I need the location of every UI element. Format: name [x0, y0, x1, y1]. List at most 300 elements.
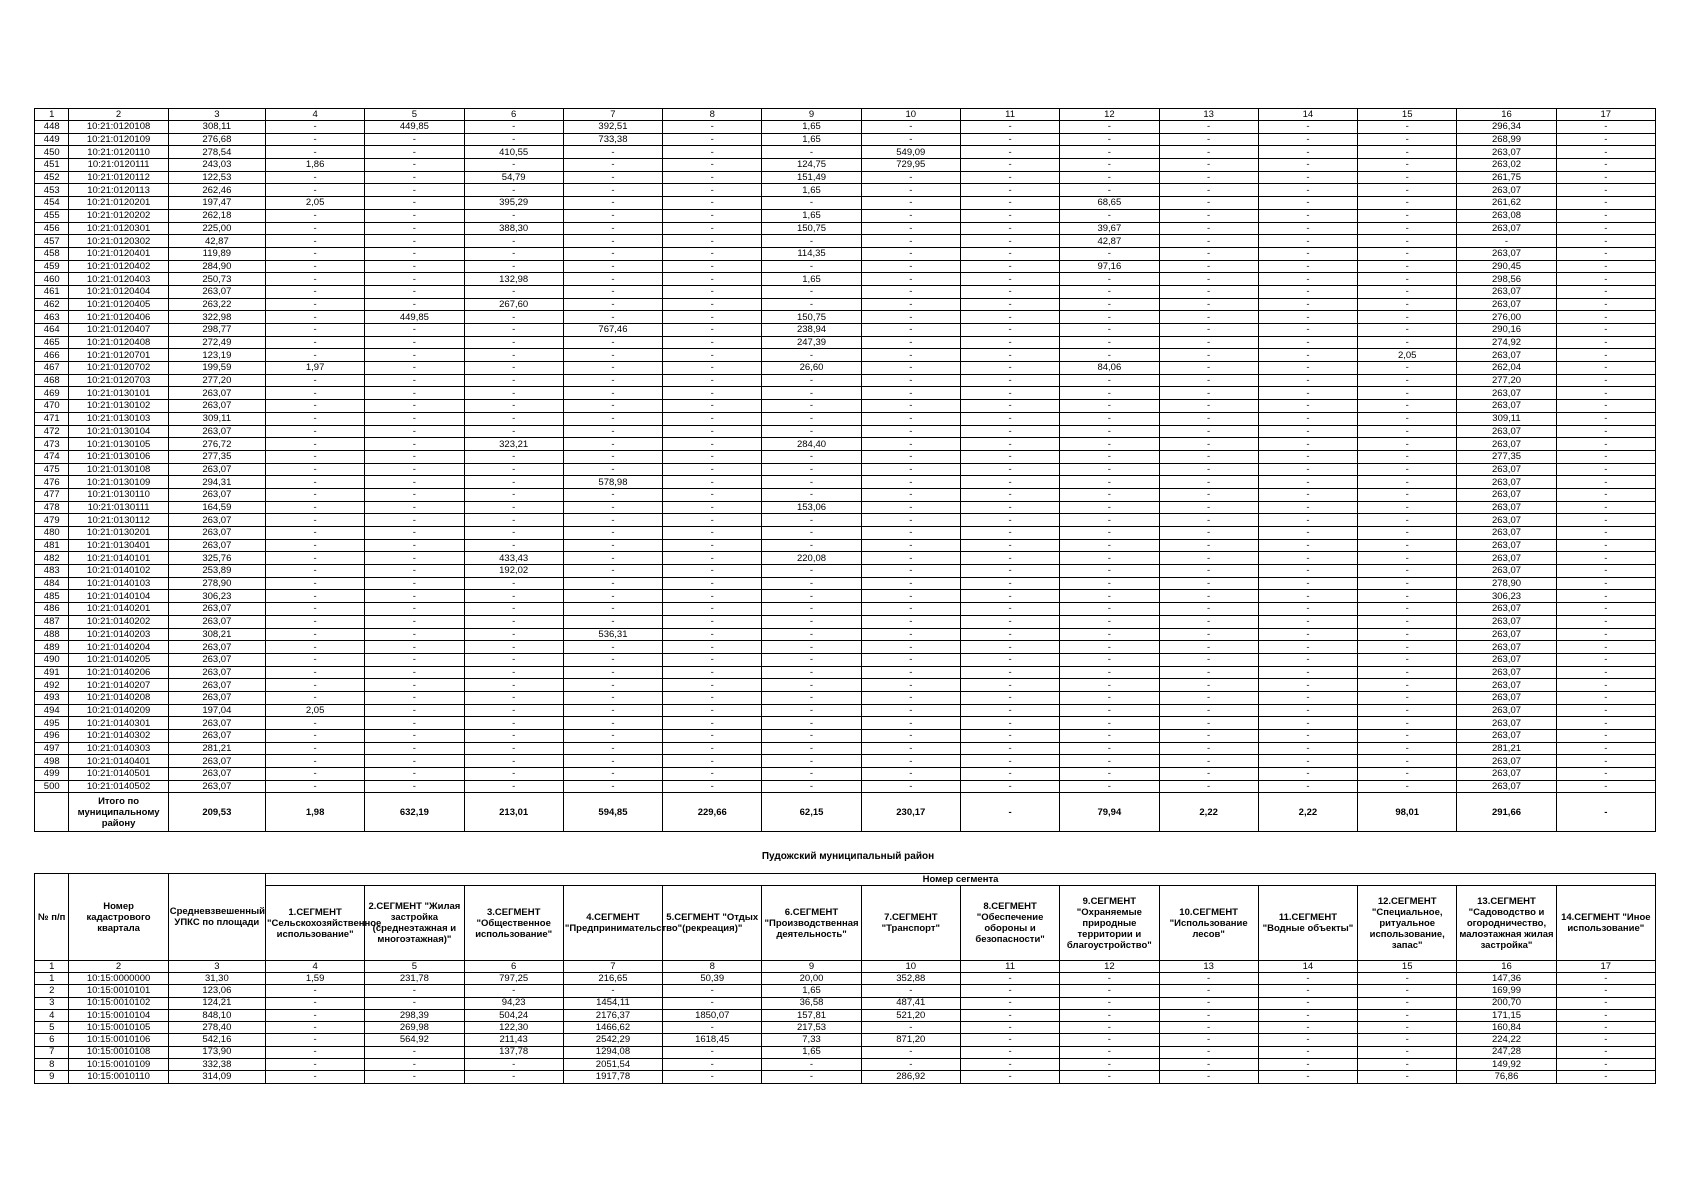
table-cell: - — [1060, 336, 1159, 349]
table-row — [35, 501, 1656, 514]
table-cell: - — [1258, 527, 1357, 540]
table-cell: - — [265, 985, 364, 997]
table-cell: - — [1358, 679, 1457, 692]
table-cell: - — [663, 1059, 762, 1071]
table-cell: 76,86 — [1457, 1071, 1556, 1083]
table-cell: 471 — [35, 412, 69, 425]
table-row — [35, 285, 1656, 298]
table-cell: 10:21:0130106 — [69, 450, 168, 463]
table-cell: 388,30 — [464, 222, 563, 235]
table-cell: - — [1556, 628, 1655, 641]
table-cell: - — [563, 349, 662, 362]
table-cell: 6 — [35, 1034, 69, 1046]
table-cell: - — [1060, 184, 1159, 197]
table-row — [35, 755, 1656, 768]
table-cell: - — [663, 780, 762, 793]
segment-header: 5.СЕГМЕНТ "Отдых (рекреация)" — [663, 886, 762, 961]
table-cell: - — [1060, 628, 1159, 641]
table-cell: 1850,07 — [663, 1009, 762, 1021]
table-cell: - — [265, 1009, 364, 1021]
table-cell: 263,07 — [1457, 387, 1556, 400]
table-cell: - — [1159, 374, 1258, 387]
table-cell: - — [861, 577, 960, 590]
table-cell: - — [1060, 412, 1159, 425]
table-cell: - — [1060, 679, 1159, 692]
table-cell: - — [663, 666, 762, 679]
table-cell: - — [1258, 1059, 1357, 1071]
table-cell: - — [265, 755, 364, 768]
table-cell: - — [563, 641, 662, 654]
table-cell: - — [563, 146, 662, 159]
table-cell: - — [1556, 425, 1655, 438]
table-cell: - — [1159, 324, 1258, 337]
table-cell: - — [663, 298, 762, 311]
table-cell: 220,08 — [762, 552, 861, 565]
table-cell: - — [464, 691, 563, 704]
table-row — [35, 159, 1656, 172]
table-cell: - — [265, 552, 364, 565]
table-cell: 1454,11 — [563, 997, 662, 1009]
column-number: 7 — [563, 961, 662, 973]
table-cell: - — [1358, 159, 1457, 172]
segment-header: 1.СЕГМЕНТ "Сельскохозяйственное использование" — [265, 886, 364, 961]
table-cell: - — [1556, 298, 1655, 311]
table-cell: - — [663, 742, 762, 755]
table-cell: - — [762, 780, 861, 793]
table-cell: - — [1060, 603, 1159, 616]
table-row — [35, 717, 1656, 730]
table-row — [35, 615, 1656, 628]
table-cell: - — [1258, 603, 1357, 616]
table-cell: 1,65 — [762, 1046, 861, 1058]
table-cell: - — [464, 425, 563, 438]
table-cell: - — [861, 298, 960, 311]
table-cell: - — [1060, 691, 1159, 704]
total-label: Итого по муниципальному району — [69, 793, 168, 832]
table-cell: - — [1060, 666, 1159, 679]
table-cell: 10:21:0140101 — [69, 552, 168, 565]
table-cell: 451 — [35, 159, 69, 172]
table-cell: - — [464, 768, 563, 781]
table-cell: - — [1060, 997, 1159, 1009]
table-cell: - — [365, 197, 464, 210]
table-cell: - — [1556, 273, 1655, 286]
table-cell: - — [563, 425, 662, 438]
table-cell: - — [1556, 742, 1655, 755]
table-cell: 31,30 — [168, 973, 265, 985]
table-cell: - — [1358, 1009, 1457, 1021]
table-cell: 10:21:0120703 — [69, 374, 168, 387]
table-row — [35, 730, 1656, 743]
table-cell: - — [762, 691, 861, 704]
table-cell: - — [1258, 349, 1357, 362]
table-row — [35, 146, 1656, 159]
table-cell: - — [663, 768, 762, 781]
table-cell: 276,00 — [1457, 311, 1556, 324]
table-cell: - — [1556, 590, 1655, 603]
table-cell: 132,98 — [464, 273, 563, 286]
table-cell: - — [563, 590, 662, 603]
table-cell: - — [762, 577, 861, 590]
table-cell: - — [861, 235, 960, 248]
table-cell: - — [365, 438, 464, 451]
table-cell: - — [960, 552, 1059, 565]
table-cell: - — [960, 1059, 1059, 1071]
table-cell: 10:21:0120407 — [69, 324, 168, 337]
table-row — [35, 666, 1656, 679]
table-cell: - — [1159, 235, 1258, 248]
table-cell: - — [1556, 324, 1655, 337]
table-cell: 263,07 — [1457, 755, 1556, 768]
table-cell: - — [1159, 666, 1258, 679]
table-cell: 263,07 — [168, 603, 265, 616]
table-cell: - — [265, 171, 364, 184]
table-cell: - — [1060, 527, 1159, 540]
table-cell: - — [365, 209, 464, 222]
table-cell: - — [762, 730, 861, 743]
table-cell: 472 — [35, 425, 69, 438]
table-cell: 457 — [35, 235, 69, 248]
table-cell: 2051,54 — [563, 1059, 662, 1071]
column-number: 13 — [1159, 961, 1258, 973]
table-cell: - — [1159, 171, 1258, 184]
table-cell: - — [1358, 755, 1457, 768]
table-cell: - — [960, 387, 1059, 400]
total-value: 2,22 — [1258, 793, 1357, 832]
table-row — [35, 1059, 1656, 1071]
table-cell: - — [960, 209, 1059, 222]
table-cell: 10:21:0140202 — [69, 615, 168, 628]
table-cell: - — [663, 285, 762, 298]
table-cell: - — [464, 615, 563, 628]
table-cell: - — [861, 539, 960, 552]
table-cell: - — [1556, 679, 1655, 692]
table-cell: - — [1457, 235, 1556, 248]
table-cell: - — [265, 742, 364, 755]
table-cell: - — [1060, 146, 1159, 159]
table-cell: - — [663, 324, 762, 337]
table-cell: - — [1556, 552, 1655, 565]
table-cell: 263,07 — [168, 400, 265, 413]
table-cell: - — [1159, 362, 1258, 375]
table-cell: - — [861, 438, 960, 451]
table-cell: 10:21:0120109 — [69, 133, 168, 146]
table-cell: - — [265, 209, 364, 222]
table-cell: - — [1358, 146, 1457, 159]
table-cell: - — [1159, 197, 1258, 210]
table-cell: - — [464, 311, 563, 324]
table-cell: - — [663, 450, 762, 463]
table-cell: 263,07 — [168, 488, 265, 501]
table-cell: - — [762, 590, 861, 603]
table-cell: - — [960, 133, 1059, 146]
table-cell: 263,07 — [168, 514, 265, 527]
table-cell: 263,07 — [1457, 641, 1556, 654]
table-cell: 263,07 — [1457, 400, 1556, 413]
table-cell: - — [464, 717, 563, 730]
table-cell: 10:21:0140401 — [69, 755, 168, 768]
table-cell: - — [1358, 628, 1457, 641]
table-cell: - — [1358, 298, 1457, 311]
table-cell: 263,07 — [1457, 768, 1556, 781]
table-cell: 261,75 — [1457, 171, 1556, 184]
table-cell: - — [365, 260, 464, 273]
table-cell: - — [1258, 425, 1357, 438]
table-cell: - — [1556, 247, 1655, 260]
table-cell: - — [663, 704, 762, 717]
table-cell: 54,79 — [464, 171, 563, 184]
table-cell: - — [663, 412, 762, 425]
table-cell: - — [365, 780, 464, 793]
table-cell: - — [464, 653, 563, 666]
table-cell: 10:21:0140206 — [69, 666, 168, 679]
table-cell: - — [563, 717, 662, 730]
table-row — [35, 438, 1656, 451]
table-cell: - — [1159, 615, 1258, 628]
table-cell: 10:21:0120402 — [69, 260, 168, 273]
table-cell: 263,07 — [1457, 666, 1556, 679]
table-cell: - — [1358, 273, 1457, 286]
table-cell: - — [1258, 387, 1357, 400]
table-cell: - — [1258, 730, 1357, 743]
table-cell: - — [1060, 349, 1159, 362]
table-cell: - — [1159, 997, 1258, 1009]
table-cell: 298,77 — [168, 324, 265, 337]
table-cell: - — [762, 603, 861, 616]
table-cell: 10:21:0120404 — [69, 285, 168, 298]
table-cell: - — [1358, 260, 1457, 273]
table-cell: - — [1159, 222, 1258, 235]
table-cell: - — [861, 603, 960, 616]
table-cell: 487 — [35, 615, 69, 628]
table-cell: 1294,08 — [563, 1046, 662, 1058]
table-cell: - — [861, 476, 960, 489]
table-cell: - — [1159, 603, 1258, 616]
table-cell: - — [1556, 260, 1655, 273]
table-cell: 10:21:0120302 — [69, 235, 168, 248]
table-row — [35, 603, 1656, 616]
table-row — [35, 298, 1656, 311]
table-cell: - — [365, 159, 464, 172]
table-cell: - — [365, 400, 464, 413]
table-cell: - — [1358, 197, 1457, 210]
table-cell: 197,04 — [168, 704, 265, 717]
table-cell: - — [861, 717, 960, 730]
table-cell: - — [1258, 1071, 1357, 1083]
table-cell: 276,68 — [168, 133, 265, 146]
table-cell: - — [762, 641, 861, 654]
table-cell: - — [1258, 184, 1357, 197]
table-cell: - — [960, 666, 1059, 679]
table-cell: - — [1159, 755, 1258, 768]
table-cell: - — [960, 628, 1059, 641]
table-cell: - — [365, 425, 464, 438]
table-cell: - — [265, 260, 364, 273]
table-cell: 2,05 — [265, 197, 364, 210]
table-cell: 247,39 — [762, 336, 861, 349]
table-cell: - — [1159, 691, 1258, 704]
table-cell: 10:21:0140303 — [69, 742, 168, 755]
table-cell: - — [861, 615, 960, 628]
table-cell: - — [960, 412, 1059, 425]
table-cell: - — [265, 691, 364, 704]
table-cell: - — [1358, 1022, 1457, 1034]
cadastral-table-top — [34, 108, 1656, 832]
total-value: 79,94 — [1060, 793, 1159, 832]
table-cell: 263,07 — [168, 768, 265, 781]
table-cell: - — [960, 985, 1059, 997]
table-cell: - — [1556, 653, 1655, 666]
header-cell: № п/п — [35, 874, 69, 961]
table-cell: - — [1556, 387, 1655, 400]
table-cell: - — [960, 488, 1059, 501]
table-cell: - — [464, 501, 563, 514]
table-cell: - — [663, 653, 762, 666]
table-cell: - — [663, 463, 762, 476]
table-cell: 290,16 — [1457, 324, 1556, 337]
table-cell: - — [365, 641, 464, 654]
table-cell: - — [563, 374, 662, 387]
table-cell: 10:21:0120110 — [69, 146, 168, 159]
table-cell: 3 — [35, 997, 69, 1009]
table-cell: 267,60 — [464, 298, 563, 311]
table-cell: 20,00 — [762, 973, 861, 985]
table-cell: - — [464, 514, 563, 527]
header-cell: Средневзвешенный УПКС по площади — [168, 874, 265, 961]
table-cell: 8 — [35, 1059, 69, 1071]
table-cell: - — [960, 349, 1059, 362]
table-cell: - — [1556, 374, 1655, 387]
column-number: 14 — [1258, 109, 1357, 121]
table-cell: - — [1159, 311, 1258, 324]
table-cell: 308,21 — [168, 628, 265, 641]
column-number: 1 — [35, 109, 69, 121]
table-cell: - — [265, 336, 364, 349]
table-cell: 197,47 — [168, 197, 265, 210]
table-cell: - — [265, 450, 364, 463]
table-row — [35, 768, 1656, 781]
table-cell: 263,07 — [168, 730, 265, 743]
column-number: 12 — [1060, 109, 1159, 121]
table-cell: - — [663, 641, 762, 654]
column-number: 15 — [1358, 109, 1457, 121]
table-cell: - — [861, 704, 960, 717]
table-cell: 4 — [35, 1009, 69, 1021]
table-cell: - — [563, 273, 662, 286]
table-cell: - — [960, 438, 1059, 451]
table-cell: - — [1159, 1059, 1258, 1071]
table-cell: - — [464, 527, 563, 540]
column-number: 5 — [365, 109, 464, 121]
column-number: 10 — [861, 961, 960, 973]
table-cell: - — [265, 539, 364, 552]
table-cell: - — [1358, 476, 1457, 489]
table-cell: 263,07 — [1457, 679, 1556, 692]
table-cell: 238,94 — [762, 324, 861, 337]
table-cell: 274,92 — [1457, 336, 1556, 349]
table-cell: 294,31 — [168, 476, 265, 489]
column-number: 6 — [464, 961, 563, 973]
table-cell: 10:15:0010104 — [69, 1009, 168, 1021]
table-cell: - — [365, 527, 464, 540]
table-cell: - — [1556, 1022, 1655, 1034]
table-cell: 263,22 — [168, 298, 265, 311]
table-cell: 42,87 — [1060, 235, 1159, 248]
table-cell: - — [265, 730, 364, 743]
table-cell: - — [1358, 362, 1457, 375]
table-cell: - — [663, 336, 762, 349]
table-cell: 10:21:0130201 — [69, 527, 168, 540]
table-cell: 467 — [35, 362, 69, 375]
table-cell: - — [1358, 666, 1457, 679]
table-cell: 263,07 — [1457, 565, 1556, 578]
table-cell: - — [1556, 501, 1655, 514]
table-cell: - — [762, 450, 861, 463]
table-cell: - — [464, 742, 563, 755]
table-cell: 459 — [35, 260, 69, 273]
table-cell: - — [563, 539, 662, 552]
table-cell: 284,90 — [168, 260, 265, 273]
table-cell: - — [1556, 666, 1655, 679]
table-cell: - — [960, 324, 1059, 337]
table-cell: - — [1258, 171, 1357, 184]
table-cell: - — [663, 539, 762, 552]
table-row — [35, 121, 1656, 134]
table-row — [35, 514, 1656, 527]
table-cell: - — [1258, 653, 1357, 666]
table-cell: - — [960, 235, 1059, 248]
table-cell: 10:21:0120108 — [69, 121, 168, 134]
table-cell: - — [663, 425, 762, 438]
table-cell: 10:21:0140207 — [69, 679, 168, 692]
table-cell: - — [1258, 997, 1357, 1009]
table-row — [35, 311, 1656, 324]
table-cell: 171,15 — [1457, 1009, 1556, 1021]
table-cell: 484 — [35, 577, 69, 590]
table-cell: 10:21:0130112 — [69, 514, 168, 527]
table-cell: 200,70 — [1457, 997, 1556, 1009]
table-row — [35, 653, 1656, 666]
table-cell: 410,55 — [464, 146, 563, 159]
table-cell: - — [960, 374, 1059, 387]
table-cell: - — [1358, 973, 1457, 985]
table-cell: - — [464, 780, 563, 793]
table-cell: - — [563, 438, 662, 451]
table-cell: - — [1258, 450, 1357, 463]
table-cell: - — [1556, 1071, 1655, 1083]
table-cell: - — [762, 514, 861, 527]
column-number: 16 — [1457, 109, 1556, 121]
table-cell: 243,03 — [168, 159, 265, 172]
table-cell: 487,41 — [861, 997, 960, 1009]
table-cell: - — [265, 298, 364, 311]
table-cell: - — [1556, 565, 1655, 578]
table-cell: - — [960, 450, 1059, 463]
table-cell: - — [464, 121, 563, 134]
table-cell: 10:21:0140103 — [69, 577, 168, 590]
table-row — [35, 577, 1656, 590]
total-value: - — [960, 793, 1059, 832]
table-cell: - — [1159, 488, 1258, 501]
table-cell: - — [563, 298, 662, 311]
table-row — [35, 260, 1656, 273]
table-cell: 10:21:0120405 — [69, 298, 168, 311]
table-cell: - — [365, 704, 464, 717]
table-cell: - — [861, 768, 960, 781]
table-cell: - — [1159, 628, 1258, 641]
table-cell: - — [663, 184, 762, 197]
table-cell: 262,46 — [168, 184, 265, 197]
